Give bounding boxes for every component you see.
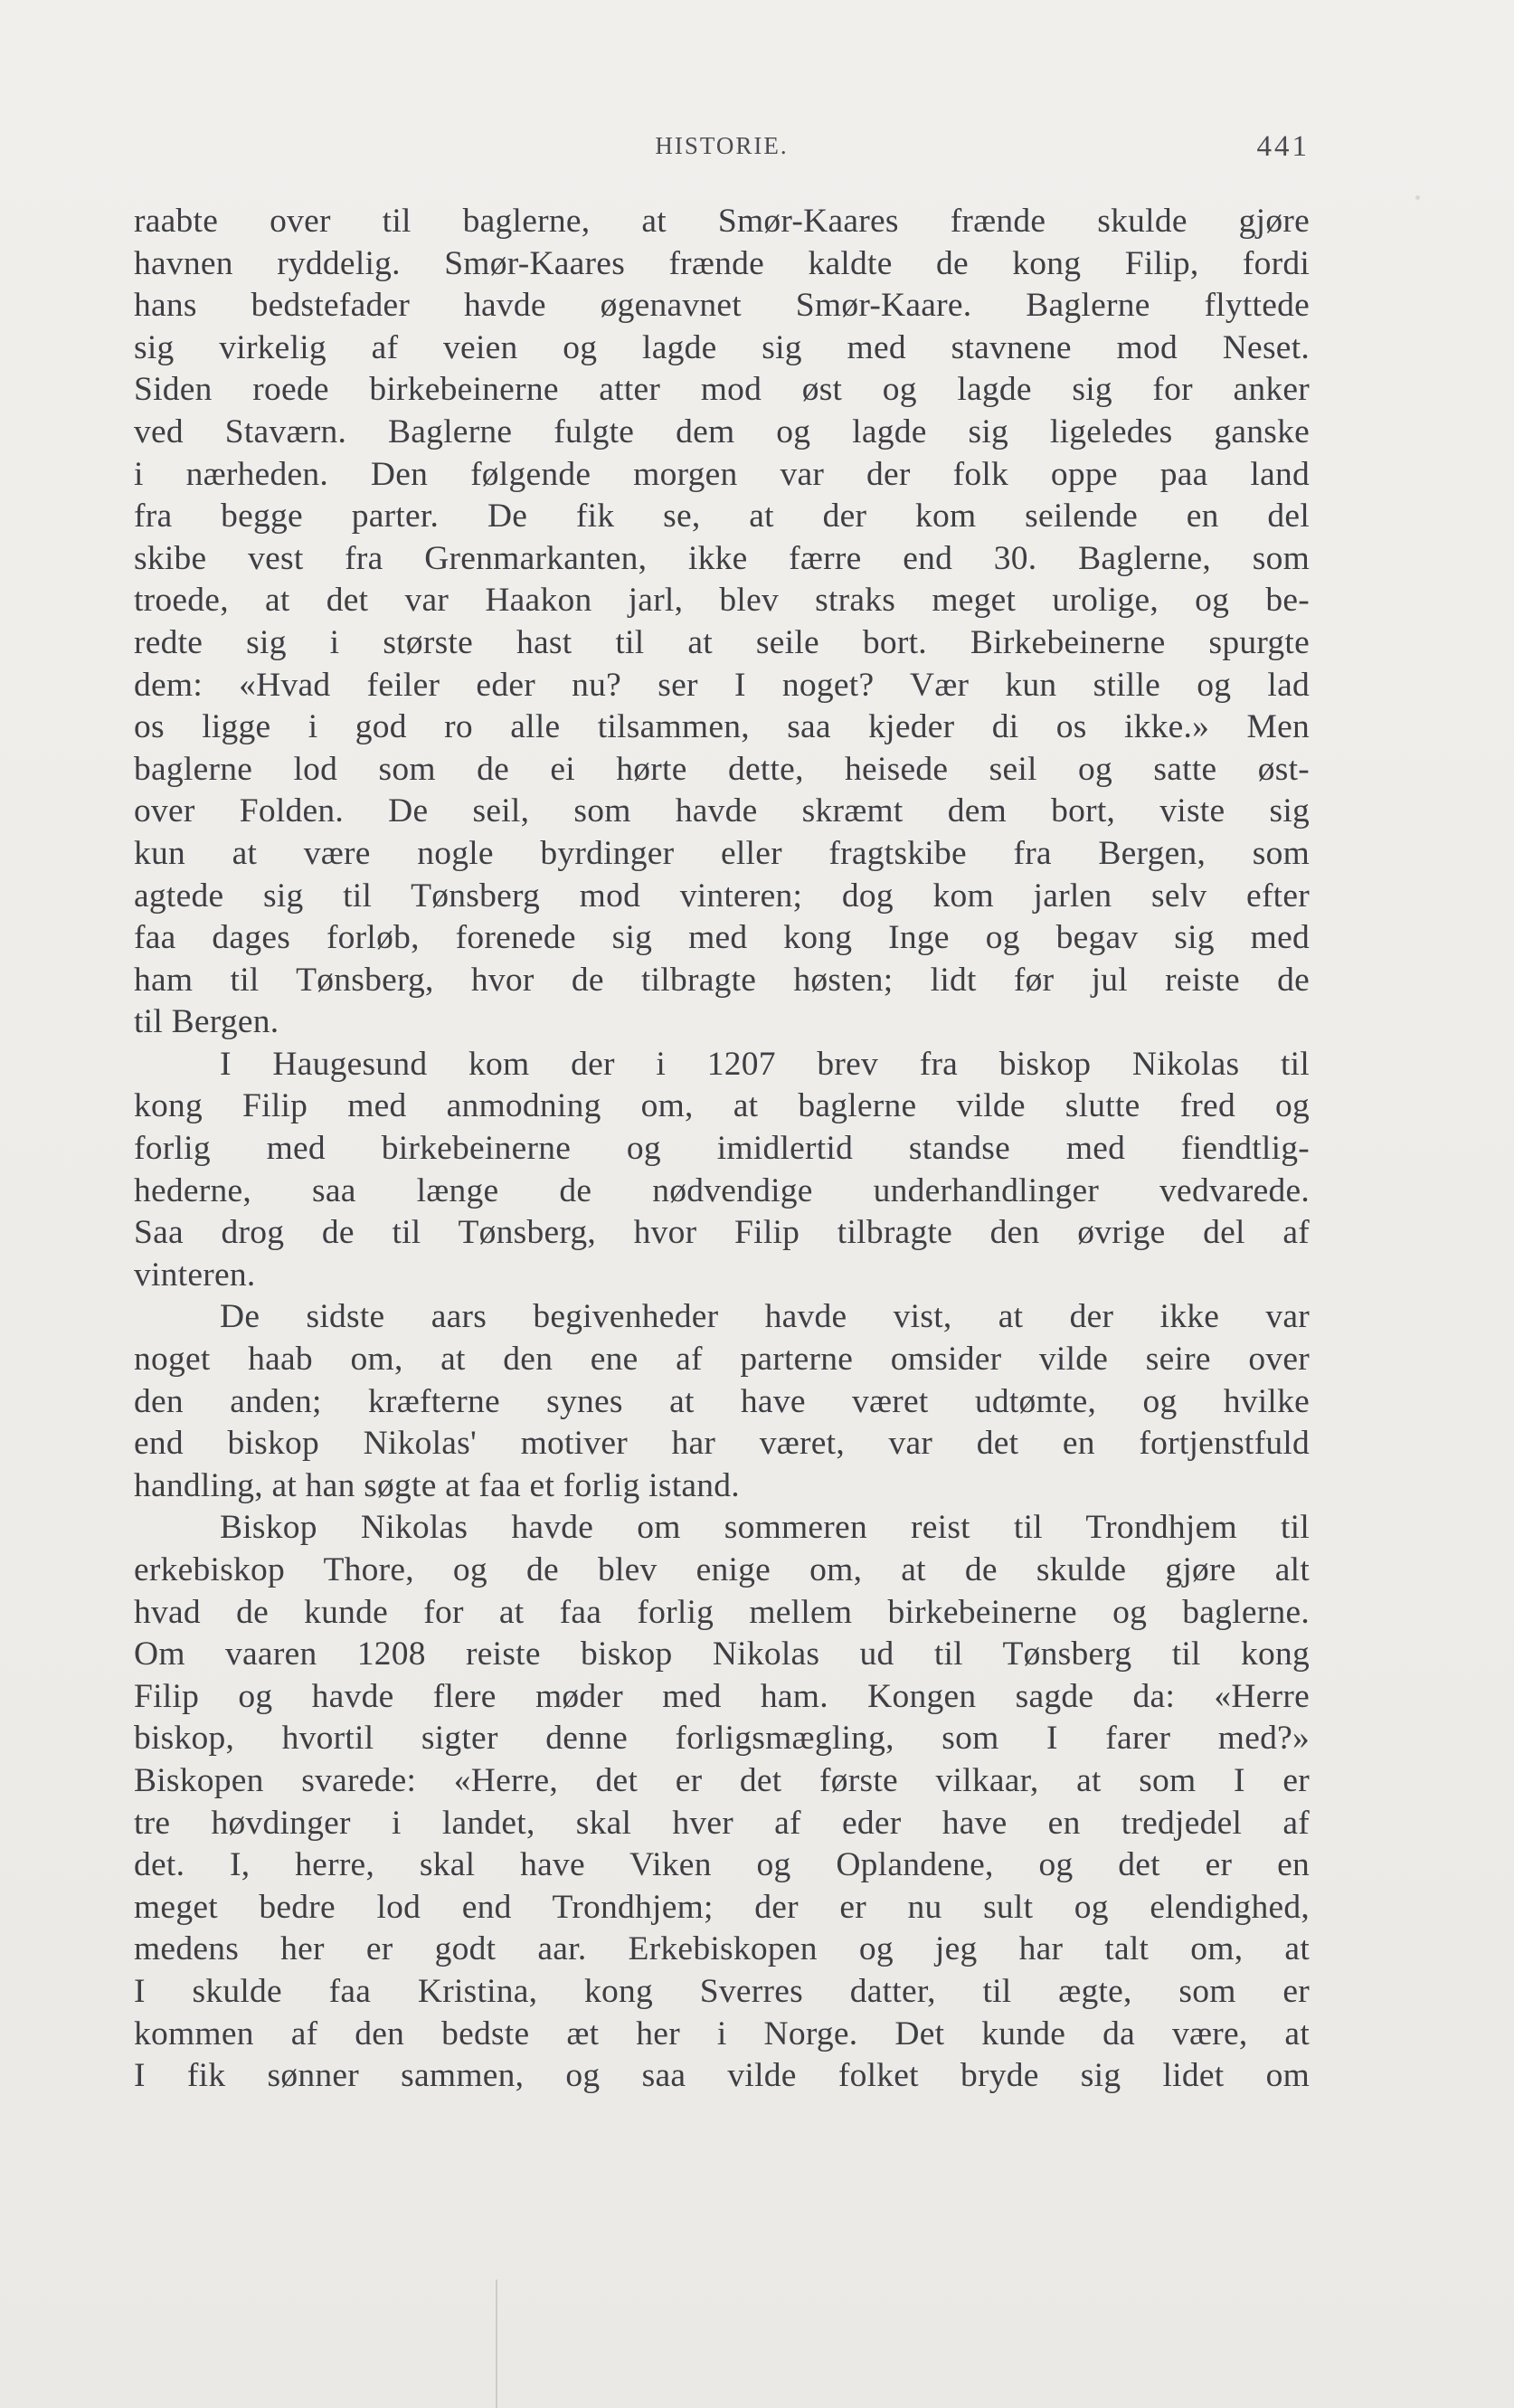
text-line: os ligge i god ro alle tilsammen, saa kjeder di os ikke.» Men: [134, 708, 1310, 746]
paragraph-end-line: vinteren.: [134, 1256, 256, 1294]
running-title: HISTORIE.: [655, 132, 789, 159]
text-line: end biskop Nikolas' motiver har været, var det en fortjenstfuld: [134, 1425, 1310, 1463]
text-line: tre høvdinger i landet, skal hver af eder have en tredjedel af: [134, 1804, 1310, 1842]
text-line: ham til Tønsberg, hvor de tilbragte høsten; lidt før jul reiste de: [134, 961, 1310, 999]
text-line: redte sig i største hast til at seile bort. Birkebeinerne spurgte: [134, 623, 1310, 661]
text-line: erkebiskop Thore, og de blev enige om, at de skulde gjøre alt: [134, 1551, 1310, 1588]
text-line: Siden roede birkebeinerne atter mod øst og lagde sig for anker: [134, 371, 1310, 409]
text-line: troede, at det var Haakon jarl, blev straks meget urolige, og be-: [134, 582, 1310, 620]
paper-speck: [1415, 195, 1420, 200]
scan-gutter-line: [496, 2280, 497, 2408]
text-line: Biskopen svarede: «Herre, det er det første vilkaar, at som I er: [134, 1761, 1310, 1799]
paragraph-end-line: handling, at han søgte at faa et forlig istand.: [134, 1466, 740, 1504]
text-line: skibe vest fra Grenmarkanten, ikke færre end 30. Baglerne, som: [134, 539, 1310, 577]
paragraph-first-line: Biskop Nikolas havde om sommeren reist til Trondhjem til: [220, 1509, 1310, 1547]
text-line: forlig med birkebeinerne og imidlertid standse med fiendtlig-: [134, 1130, 1310, 1168]
paragraph-first-line: I Haugesund kom der i 1207 brev fra biskop Nikolas til: [220, 1045, 1310, 1083]
text-line: sig virkelig af veien og lagde sig med stavnene mod Neset.: [134, 328, 1310, 366]
text-line: medens her er godt aar. Erkebiskopen og jeg har talt om, at: [134, 1930, 1310, 1968]
text-line: hans bedstefader havde øgenavnet Smør-Kaare. Baglerne flyttede: [134, 287, 1310, 325]
text-line: Saa drog de til Tønsberg, hvor Filip tilbragte den øvrige del af: [134, 1214, 1310, 1252]
text-line: Om vaaren 1208 reiste biskop Nikolas ud til Tønsberg til kong: [134, 1635, 1310, 1673]
text-line: i nærheden. Den følgende morgen var der folk oppe paa land: [134, 455, 1310, 493]
running-head: [134, 132, 1310, 172]
paragraph-first-line: De sidste aars begivenheder havde vist, at der ikke var: [220, 1298, 1310, 1336]
text-line: kun at være nogle byrdinger eller fragtskibe fra Bergen, som: [134, 834, 1310, 872]
text-line: faa dages forløb, forenede sig med kong Inge og begav sig med: [134, 919, 1310, 957]
text-line: agtede sig til Tønsberg mod vinteren; dog kom jarlen selv efter: [134, 877, 1310, 915]
text-line: I skulde faa Kristina, kong Sverres datter, til ægte, som er: [134, 1972, 1310, 2010]
text-line: I fik sønner sammen, og saa vilde folket bryde sig lidet om: [134, 2057, 1310, 2095]
text-line: biskop, hvortil sigter denne forligsmægling, som I farer med?»: [134, 1720, 1310, 1758]
text-line: baglerne lod som de ei hørte dette, heisede seil og satte øst-: [134, 750, 1310, 788]
text-line: ved Staværn. Baglerne fulgte dem og lagde sig ligeledes ganske: [134, 412, 1310, 450]
text-line: havnen ryddelig. Smør-Kaares frænde kaldte de kong Filip, fordi: [134, 244, 1310, 282]
text-line: fra begge parter. De fik se, at der kom seilende en del: [134, 498, 1310, 536]
body-text: [134, 201, 1310, 2098]
text-line: noget haab om, at den ene af parterne omsider vilde seire over: [134, 1341, 1310, 1379]
text-line: meget bedre lod end Trondhjem; der er nu sult og elendighed,: [134, 1888, 1310, 1926]
text-line: kong Filip med anmodning om, at baglerne vilde slutte fred og: [134, 1087, 1310, 1125]
paragraph-end-line: til Bergen.: [134, 1003, 279, 1041]
text-line: over Folden. De seil, som havde skræmt dem bort, viste sig: [134, 792, 1310, 830]
text-line: Filip og havde flere møder med ham. Kongen sagde da: «Herre: [134, 1677, 1310, 1715]
text-line: den anden; kræfterne synes at have været udtømte, og hvilke: [134, 1382, 1310, 1420]
text-line: hederne, saa længe de nødvendige underhandlinger vedvarede.: [134, 1171, 1310, 1209]
text-line: raabte over til baglerne, at Smør-Kaares frænde skulde gjøre: [134, 203, 1310, 240]
text-line: det. I, herre, skal have Viken og Oplandene, og det er en: [134, 1846, 1310, 1884]
text-line: hvad de kunde for at faa forlig mellem birkebeinerne og baglerne.: [134, 1593, 1310, 1631]
text-line: kommen af den bedste æt her i Norge. Det kunde da være, at: [134, 2015, 1310, 2052]
page-number: 441: [1256, 130, 1310, 163]
text-line: dem: «Hvad feiler eder nu? ser I noget? Vær kun stille og lad: [134, 666, 1310, 704]
